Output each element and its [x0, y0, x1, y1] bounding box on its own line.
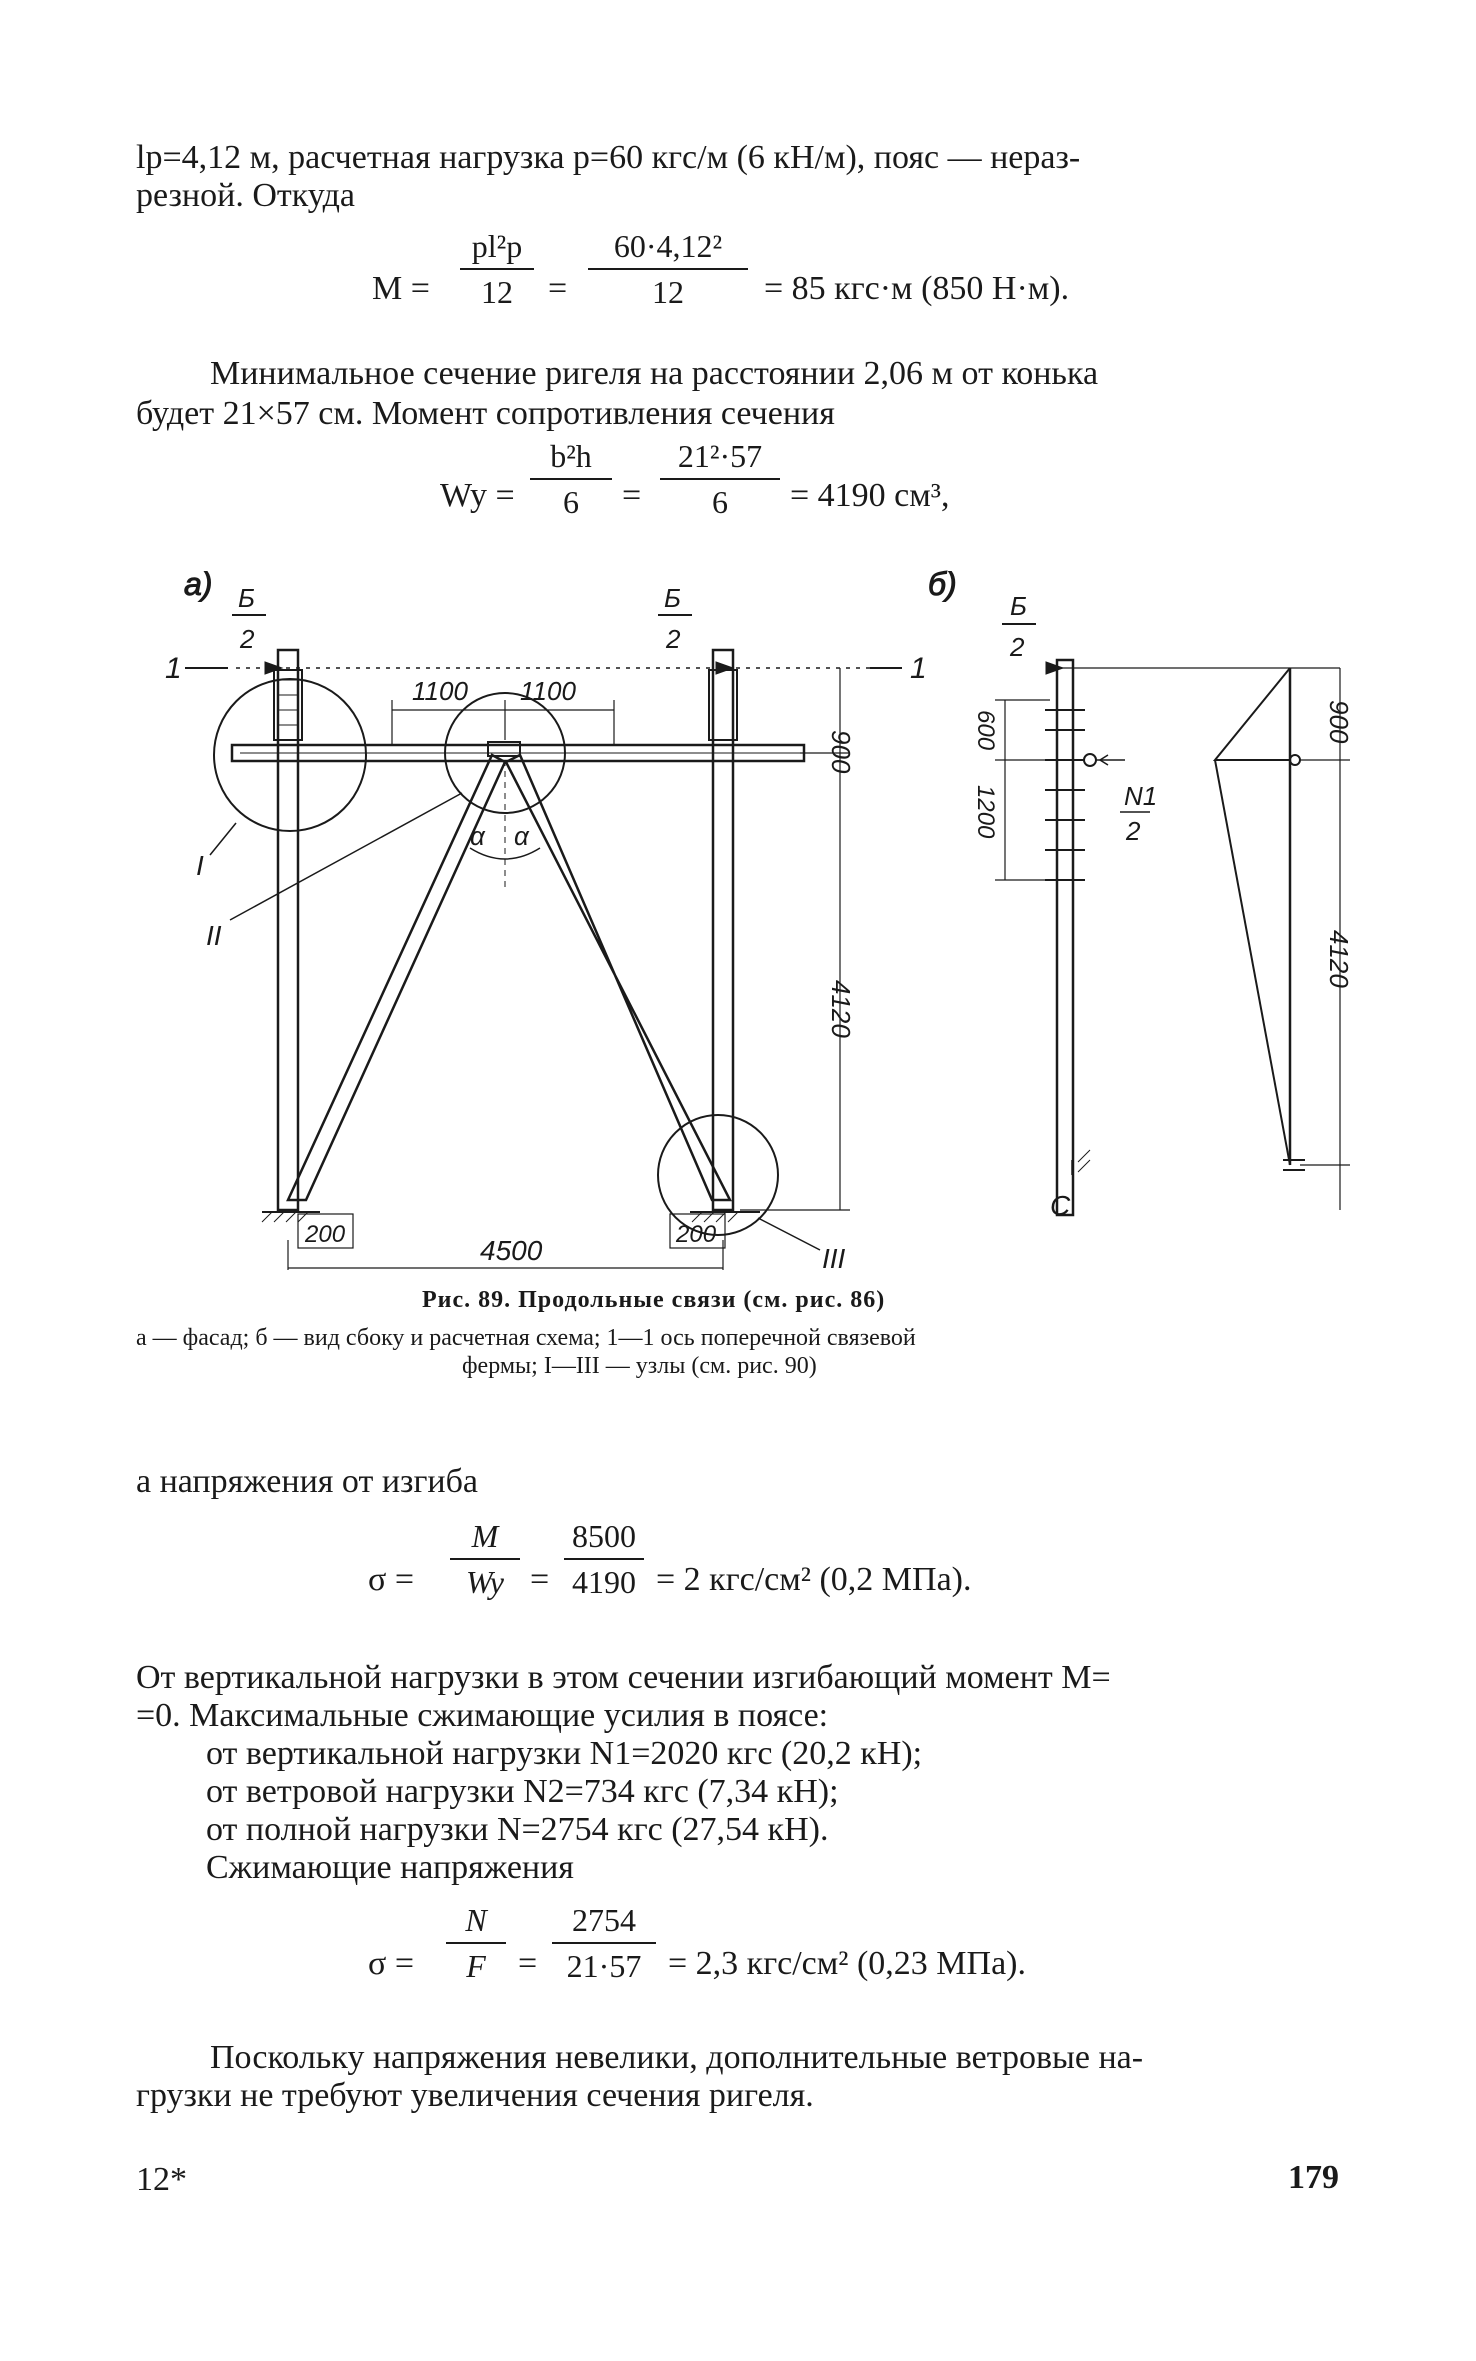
- eq4-fraction-2: [552, 1900, 656, 1986]
- section-mark-num-b: Б: [1010, 591, 1027, 621]
- eq3-den1: Wy: [466, 1564, 504, 1600]
- signature-mark: 12*: [136, 2161, 187, 2198]
- paragraph-4-line-1: От вертикальной нагрузки в этом сечении изгибающий момент M=: [136, 1659, 1111, 1696]
- paragraph-5-line-1: Поскольку напряжения невелики, дополнительные ветровые на-: [210, 2039, 1144, 2076]
- eq2-den1: 6: [563, 484, 579, 520]
- eq1-den2: 12: [652, 274, 684, 310]
- dim-600: 600: [972, 710, 999, 751]
- eq2-num2: 21²·57: [677, 438, 763, 474]
- eq1-den1: 12: [481, 274, 513, 310]
- eq3-num1: M: [471, 1518, 499, 1554]
- label-panel-b: б): [928, 566, 957, 602]
- dim-1100-right: 1100: [520, 676, 576, 706]
- force-n1-num: N1: [1124, 781, 1158, 811]
- paragraph-4-line-4: от ветровой нагрузки N2=734 кгс (7,34 кН);: [206, 1773, 839, 1810]
- eq3-den2: 4190: [572, 1564, 636, 1600]
- paragraph-4-line-5: от полной нагрузки N=2754 кгс (27,54 кН).: [206, 1811, 829, 1848]
- paragraph-1-line-2: резной. Откуда: [136, 177, 356, 214]
- node-label-3: III: [822, 1243, 846, 1270]
- eq1-equals: =: [548, 270, 568, 307]
- alpha-right: α: [514, 821, 529, 851]
- paragraph-2-line-1: Минимальное сечение ригеля на расстоянии 2,06 м от конька: [210, 355, 1099, 392]
- paragraph-1-line-1: lр=4,12 м, расчетная нагрузка p=60 кгс/м (6 кН/м), пояс — нераз-: [136, 139, 1081, 176]
- eq2-lhs: Wy =: [440, 477, 515, 514]
- dim-4120: 4120: [826, 980, 856, 1038]
- paragraph-3-line-1: а напряжения от изгиба: [136, 1463, 478, 1500]
- alpha-left: α: [470, 821, 485, 851]
- eq2-rhs: = 4190 см³,: [790, 477, 950, 514]
- label-c: C: [1050, 1190, 1071, 1221]
- paragraph-5-line-2: грузки не требуют увеличения сечения ригеля.: [136, 2077, 814, 2114]
- eq3-equals: =: [530, 1561, 550, 1598]
- eq4-lhs: σ =: [368, 1945, 415, 1982]
- dim-4120-b: 4120: [1324, 930, 1354, 988]
- eq3-fraction-2: [564, 1516, 644, 1602]
- eq1-lhs: M =: [372, 270, 430, 307]
- force-n1-den: 2: [1126, 816, 1141, 846]
- eq4-rhs: = 2,3 кгс/см² (0,23 МПа).: [668, 1945, 1026, 1982]
- axis-label-right: 1: [910, 652, 927, 685]
- section-mark-den-left: 2: [240, 624, 255, 654]
- eq4-num1: N: [465, 1902, 487, 1938]
- eq3-rhs: = 2 кгс/см² (0,2 МПа).: [656, 1561, 972, 1598]
- dim-1200: 1200: [972, 785, 999, 839]
- eq1-fraction-2: [588, 226, 748, 312]
- eq4-num2: 2754: [572, 1902, 636, 1938]
- figure-caption-line-1: а — фасад; б — вид сбоку и расчетная схема; 1—1 ось поперечной связевой: [136, 1325, 916, 1351]
- figure-caption-line-2: фермы; I—III — узлы (см. рис. 90): [462, 1353, 817, 1379]
- eq4-den2: 21·57: [566, 1948, 642, 1984]
- paragraph-4-line-3: от вертикальной нагрузки N1=2020 кгс (20,2 кН);: [206, 1735, 923, 1772]
- node-label-2: II: [206, 920, 222, 951]
- eq2-equals: =: [622, 477, 642, 514]
- dim-4500: 4500: [480, 1235, 543, 1266]
- eq3-num2: 8500: [572, 1518, 636, 1554]
- eq3-lhs: σ =: [368, 1561, 415, 1598]
- figure-caption-title: Рис. 89. Продольные связи (см. рис. 86): [422, 1287, 886, 1313]
- eq1-fraction-1: [460, 226, 534, 312]
- eq4-equals: =: [518, 1945, 538, 1982]
- label-panel-a: а): [184, 566, 213, 602]
- page-number: 179: [1288, 2159, 1339, 2196]
- section-mark-den-right: 2: [666, 624, 681, 654]
- eq1-rhs: = 85 кгс·м (850 Н·м).: [764, 270, 1070, 307]
- figure-89-drawing: [0, 550, 1476, 1270]
- section-mark-den-b: 2: [1010, 632, 1025, 662]
- dim-900: 900: [826, 730, 856, 774]
- dim-200-left: 200: [305, 1221, 346, 1248]
- paragraph-4-line-6: Сжимающие напряжения: [206, 1849, 574, 1886]
- eq2-den2: 6: [712, 484, 728, 520]
- node-label-1: I: [196, 850, 204, 881]
- section-mark-num-right: Б: [664, 583, 681, 613]
- eq4-fraction-1: [446, 1900, 506, 1986]
- eq2-fraction-2: [660, 436, 780, 522]
- eq4-den1: F: [466, 1948, 486, 1984]
- eq2-num1: b²h: [550, 438, 592, 474]
- dim-200-right: 200: [676, 1221, 717, 1248]
- dim-900-b: 900: [1324, 700, 1354, 744]
- eq1-num1: pl²р: [471, 228, 523, 264]
- axis-label-left: 1: [165, 652, 182, 685]
- dim-1100-left: 1100: [412, 676, 468, 706]
- section-mark-num-left: Б: [238, 583, 255, 613]
- eq2-fraction-1: [530, 436, 612, 522]
- eq1-num2: 60·4,12²: [613, 228, 723, 264]
- paragraph-4-line-2: =0. Максимальные сжимающие усилия в поясе:: [136, 1697, 829, 1734]
- paragraph-2-line-2: будет 21×57 см. Момент сопротивления сечения: [136, 395, 835, 432]
- eq3-fraction-1: [450, 1516, 520, 1602]
